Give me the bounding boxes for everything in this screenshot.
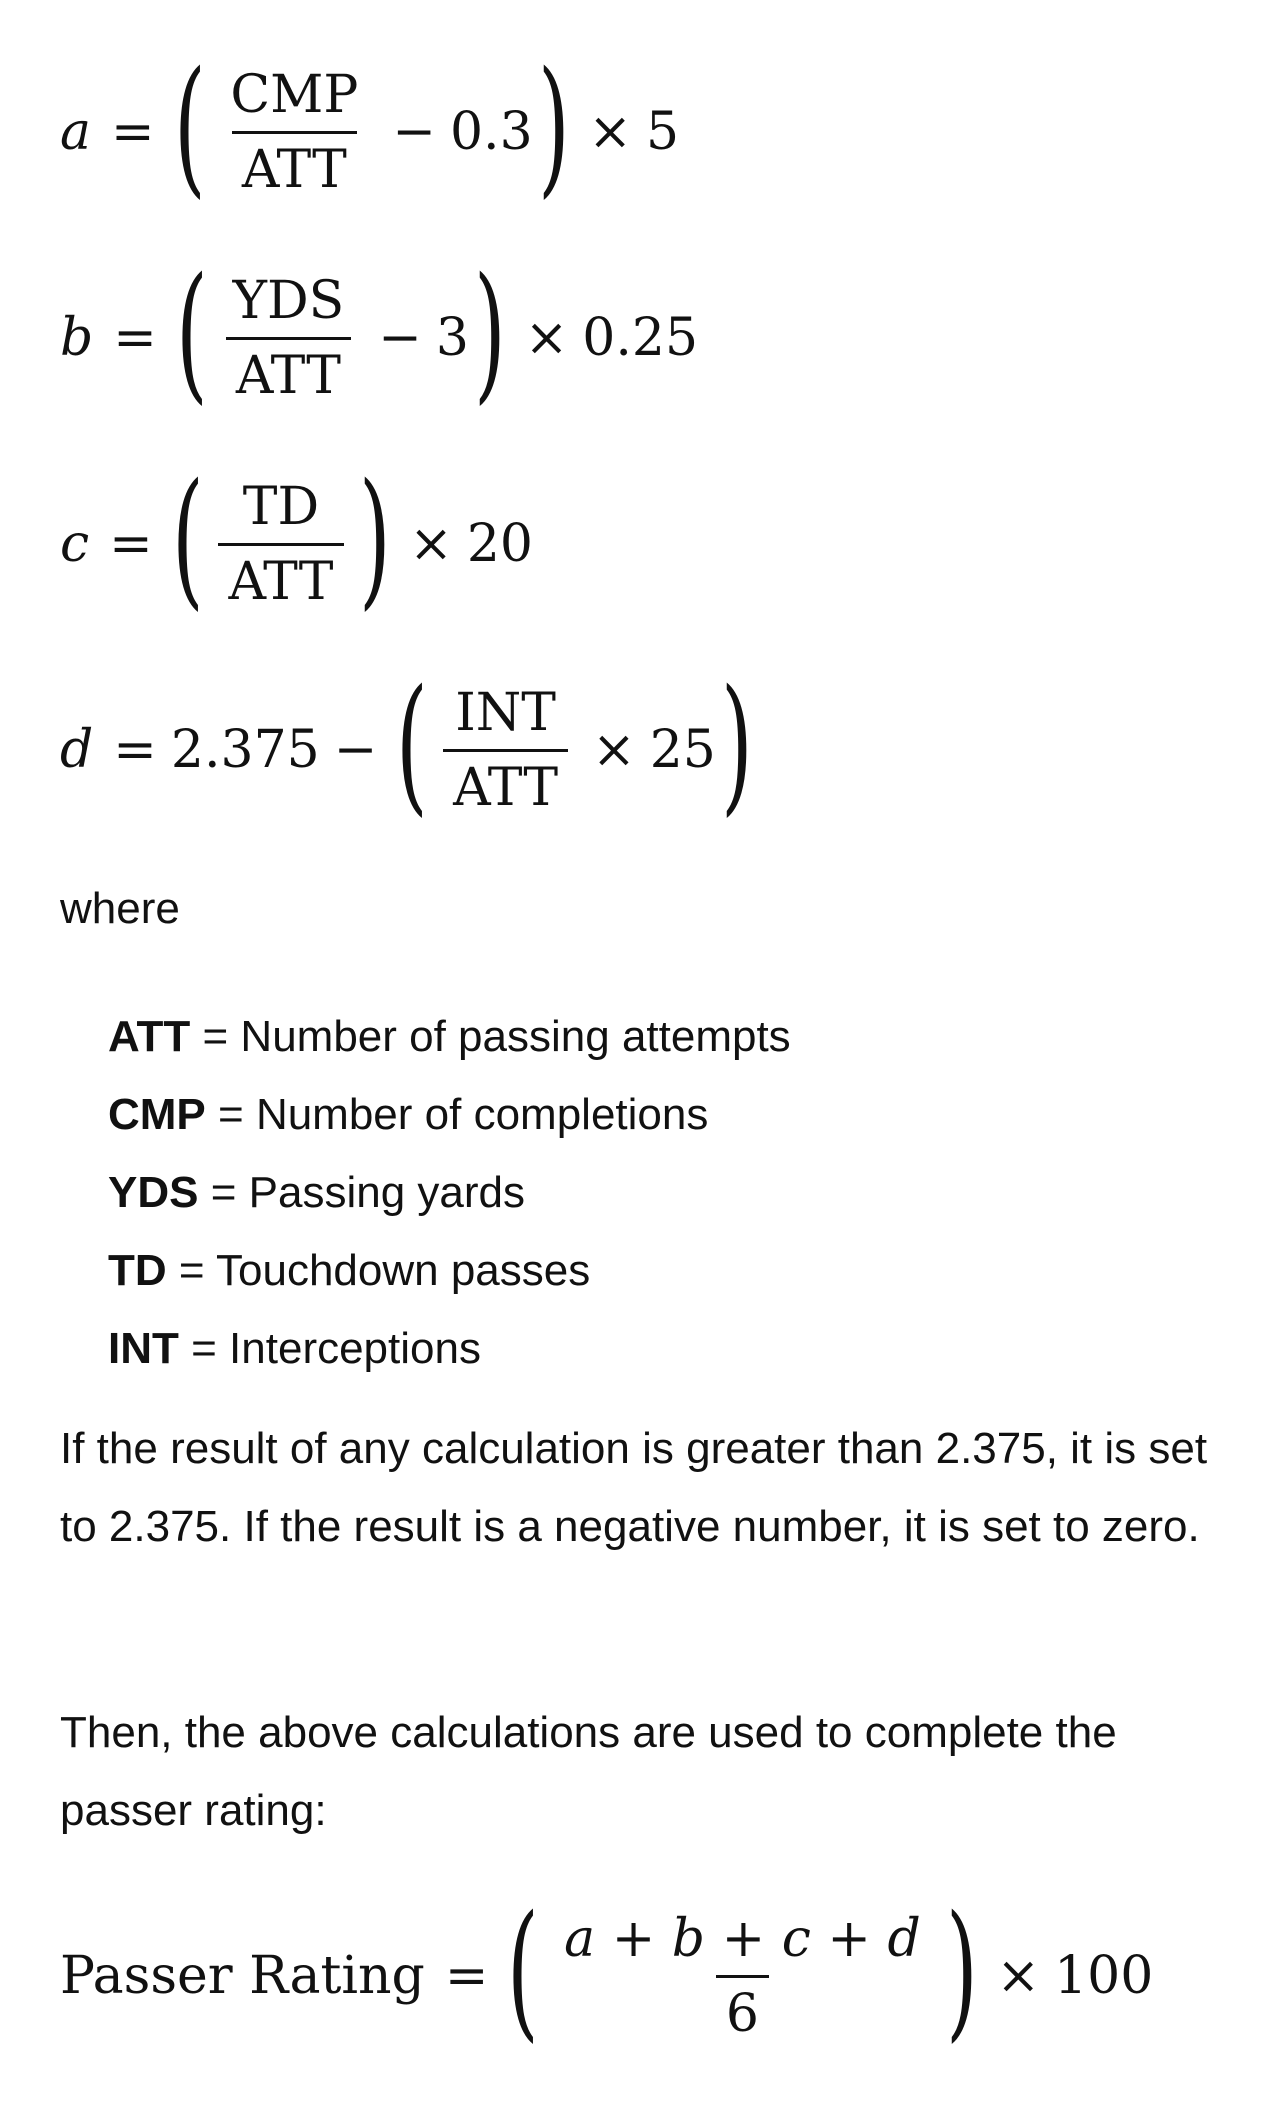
numerator: CMP bbox=[230, 64, 359, 125]
times-sign: × bbox=[592, 720, 636, 780]
var-c: c bbox=[60, 514, 90, 574]
denominator: ATT bbox=[232, 131, 357, 196]
left-paren: ( bbox=[396, 658, 429, 830]
equation-c bbox=[60, 452, 533, 624]
fraction-cmp-att bbox=[220, 64, 368, 200]
multiplier: 100 bbox=[1054, 1946, 1154, 2006]
term: ATT bbox=[108, 1012, 191, 1061]
multiplier: 0.25 bbox=[582, 308, 699, 368]
times-sign: × bbox=[524, 308, 569, 368]
term: INT bbox=[108, 1324, 179, 1373]
right-paren: ) bbox=[720, 658, 753, 830]
right-paren: ) bbox=[945, 1884, 978, 2056]
equation-b bbox=[60, 246, 699, 418]
separator: = bbox=[178, 1324, 230, 1373]
right-paren: ) bbox=[537, 40, 570, 212]
left-paren: ( bbox=[507, 1884, 540, 2056]
multiplier: 20 bbox=[466, 514, 533, 574]
multiplier: 25 bbox=[649, 720, 716, 780]
equals-sign: = bbox=[444, 1946, 489, 2006]
definition-yds bbox=[108, 1154, 791, 1232]
term: TD bbox=[108, 1246, 167, 1295]
equation-d bbox=[60, 658, 758, 830]
then-paragraph: Then, the above calculations are used to complete the passer rating: bbox=[60, 1708, 1117, 1835]
description: Touchdown passes bbox=[216, 1246, 591, 1295]
minus-sign: − bbox=[392, 102, 436, 162]
description: Passing yards bbox=[248, 1168, 525, 1217]
minus-sign: − bbox=[333, 720, 378, 780]
fraction-int-att bbox=[443, 682, 568, 818]
times-sign: × bbox=[409, 514, 453, 574]
right-paren: ) bbox=[358, 452, 391, 624]
equals-sign: = bbox=[113, 720, 157, 780]
var-b: b bbox=[60, 308, 94, 368]
where-label: where bbox=[60, 884, 180, 933]
left-paren: ( bbox=[171, 452, 204, 624]
description: Interceptions bbox=[229, 1324, 481, 1373]
constant: 0.3 bbox=[449, 102, 533, 162]
definition-int bbox=[108, 1310, 791, 1388]
left-paren: ( bbox=[173, 40, 206, 212]
description: Number of completions bbox=[255, 1090, 709, 1139]
separator: = bbox=[198, 1168, 249, 1217]
numerator: a + b + c + d bbox=[564, 1908, 921, 1969]
multiplier: 5 bbox=[645, 102, 680, 162]
denominator: 6 bbox=[716, 1975, 769, 2040]
definition-td bbox=[108, 1232, 791, 1310]
definition-att bbox=[108, 998, 791, 1076]
numerator: YDS bbox=[232, 270, 345, 331]
term: CMP bbox=[108, 1090, 206, 1139]
times-sign: × bbox=[588, 102, 632, 162]
left-paren: ( bbox=[175, 246, 208, 418]
var-a: a bbox=[60, 102, 92, 162]
clamp-paragraph: If the result of any calculation is greater than 2.375, it is set to 2.375. If the result is a negative number, it is set to zero. bbox=[60, 1424, 1208, 1551]
equation-passer-rating bbox=[60, 1884, 1154, 2056]
definition-cmp bbox=[108, 1076, 791, 1154]
separator: = bbox=[190, 1012, 241, 1061]
times-sign: × bbox=[996, 1946, 1041, 2006]
constant: 3 bbox=[435, 308, 469, 368]
term: YDS bbox=[108, 1168, 199, 1217]
denominator: ATT bbox=[218, 543, 343, 608]
fraction-yds-att bbox=[223, 270, 355, 406]
constant: 2.375 bbox=[170, 720, 320, 780]
equation-a bbox=[60, 40, 680, 212]
equals-sign: = bbox=[109, 514, 153, 574]
separator: = bbox=[166, 1246, 217, 1295]
definition-list bbox=[108, 998, 791, 1388]
numerator: INT bbox=[455, 682, 556, 743]
fraction-sum-over-six bbox=[554, 1908, 931, 2044]
description: Number of passing attempts bbox=[240, 1012, 791, 1061]
passer-rating-label: Passer Rating bbox=[60, 1946, 425, 2006]
fraction-td-att bbox=[218, 476, 343, 612]
equals-sign: = bbox=[113, 308, 157, 368]
var-d: d bbox=[60, 720, 94, 780]
separator: = bbox=[205, 1090, 256, 1139]
denominator: ATT bbox=[226, 337, 351, 402]
numerator: TD bbox=[242, 476, 320, 537]
minus-sign: − bbox=[378, 308, 422, 368]
equals-sign: = bbox=[111, 102, 155, 162]
right-paren: ) bbox=[473, 246, 506, 418]
denominator: ATT bbox=[443, 749, 568, 814]
